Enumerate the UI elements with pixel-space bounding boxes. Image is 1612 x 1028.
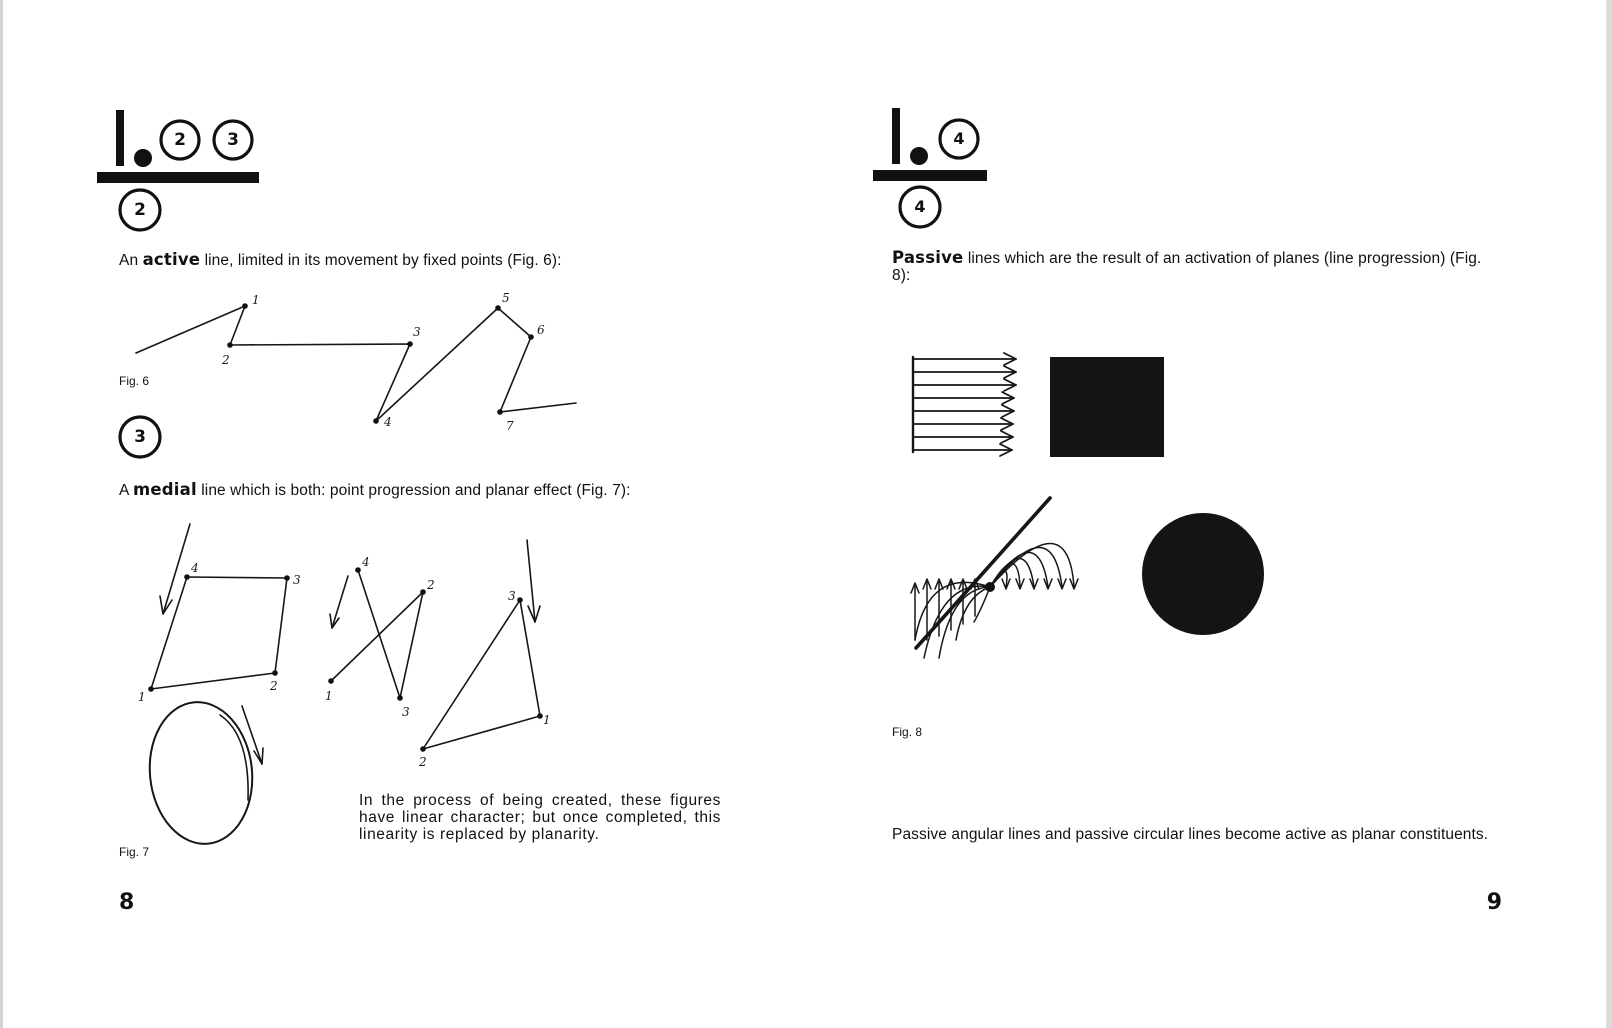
fig8-drawing [806,340,1606,680]
medial-line-keyword: medial [133,480,197,499]
fig7-triangle-label-2: 2 [419,755,427,769]
medial-line-intro [119,481,809,499]
medial-line-intro-suffix: line which is both: point progression and planar effect (Fig. 7): [196,482,631,499]
fig7-zigzag-label-2: 2 [427,578,435,592]
fig6-label-1: 1 [252,293,260,307]
fig7-quad-label-2: 2 [270,679,278,693]
page-right [806,0,1606,1028]
heading-badge-3-label: 3 [227,130,239,150]
passive-lines-intro [892,249,1492,284]
section-badge-2-label: 2 [134,200,146,220]
fig7-caption: Fig. 7 [119,845,150,859]
heading-badge-2 [167,129,193,151]
heading-badge-2-label: 2 [174,130,186,150]
fig6-caption: Fig. 6 [119,374,150,388]
fig6-label-7: 7 [506,419,514,433]
section-badge-3-label: 3 [134,427,146,447]
fig7-zigzag-label-4: 4 [362,555,370,569]
figures-paragraph: In the process of being created, these figures have linear character; but once completed, this linearity is replaced by planarity. [359,792,721,843]
fig6-label-4: 4 [384,415,392,429]
fig7-quad-label-3: 3 [293,573,301,587]
heading-badge-4 [946,128,972,150]
medial-line-intro-prefix: A [119,482,133,499]
fig7-quad-label-4: 4 [191,561,199,575]
fig7-quad-label-1: 1 [138,690,146,704]
fig7-zigzag-label-3: 3 [402,705,410,719]
fig6-label-6: 6 [537,323,545,337]
section-badge-2 [127,199,153,221]
page-number-right: 9 [1486,890,1502,915]
heading-badge-3 [220,129,246,151]
passive-lines-paragraph: Passive angular lines and passive circular lines become active as planar constituents. [892,826,1489,843]
heading-glyph-left [0,0,806,240]
active-line-intro-suffix: line, limited in its movement by fixed points (Fig. 6): [200,252,562,269]
active-line-keyword: active [142,250,201,269]
fig6-label-5: 5 [502,291,510,305]
section-badge-4-label: 4 [914,197,926,216]
fig7-triangle-label-3: 3 [508,589,516,603]
fig8-caption: Fig. 8 [892,725,923,739]
active-line-intro [119,251,799,269]
fig6-label-3: 3 [413,325,421,339]
passive-lines-keyword: Passive [892,248,964,267]
fig6-label-2: 2 [222,353,230,367]
section-badge-4 [907,196,933,218]
section-badge-3 [127,426,153,448]
page-number-left: 8 [119,890,135,915]
active-line-intro-prefix: An [119,252,143,269]
heading-badge-4-label: 4 [953,129,965,148]
fig7-zigzag-label-1: 1 [325,689,333,703]
fig7-triangle-label-1: 1 [543,713,551,727]
section-badge-3-ring [0,400,200,460]
passive-lines-intro-rest: lines which are the result of an activation of planes (line progression) (Fig. 8): [892,250,1482,284]
